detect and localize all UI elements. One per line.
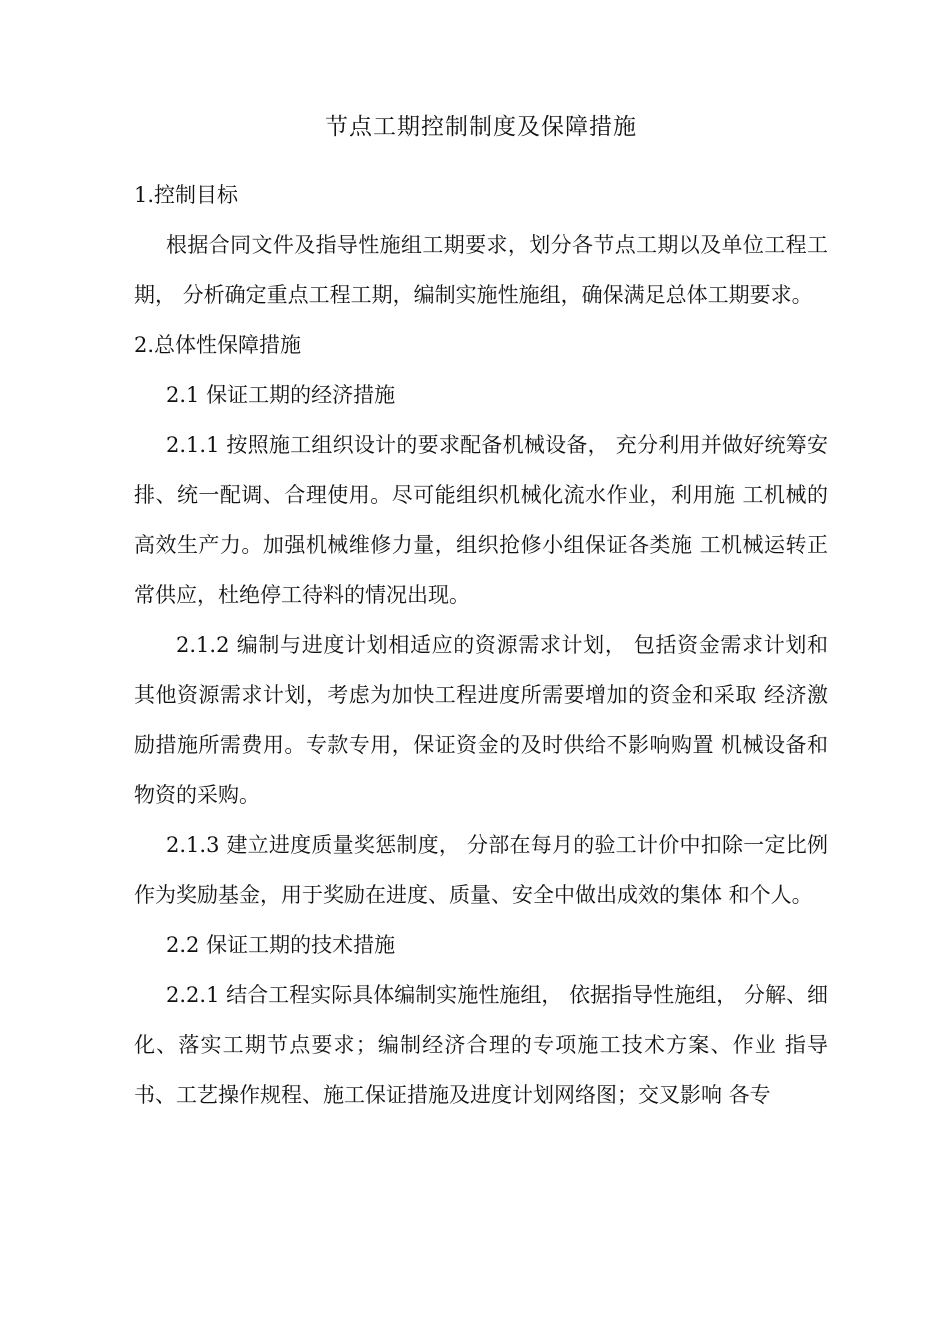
paragraph-2-2-1: 2.2.1 结合工程实际具体编制实施性施组， 依据指导性施组， 分解、细化、落实工期节点要求；编制经济合理的专项施工技术方案、作业 指导书、工艺操作规程、施工保证措施及进度计划网络图；交叉影响 各专 <box>134 983 828 1107</box>
subsection-2-1-heading: 2.1 保证工期的经济措施 <box>166 383 396 407</box>
subsection-2-2-heading: 2.2 保证工期的技术措施 <box>166 933 396 957</box>
document-title: 节点工期控制制度及保障措施 <box>325 114 637 140</box>
section-1-paragraph: 根据合同文件及指导性施组工期要求，划分各节点工期以及单位工程工期， 分析确定重点工程工期，编制实施性施组，确保满足总体工期要求。 <box>134 233 828 307</box>
paragraph-2-1-2: 2.1.2 编制与进度计划相适应的资源需求计划， 包括资金需求计划和其他资源需求计划，考虑为加快工程进度所需要增加的资金和采取 经济激励措施所需费用。专款专用，保证资金的及时供给不影响购置 机械设备和物资的采购。 <box>134 633 828 807</box>
section-2-heading: 2.总体性保障措施 <box>134 333 302 357</box>
paragraph-2-1-1: 2.1.1 按照施工组织设计的要求配备机械设备， 充分利用并做好统筹安排、统一配调、合理使用。尽可能组织机械化流水作业，利用施 工机械的高效生产力。加强机械维修力量，组织抢修小组保证各类施 工机械运转正常供应，杜绝停工待料的情况出现。 <box>134 433 828 607</box>
paragraph-2-1-3: 2.1.3 建立进度质量奖惩制度， 分部在每月的验工计价中扣除一定比例作为奖励基金，用于奖励在进度、质量、安全中做出成效的集体 和个人。 <box>134 833 828 907</box>
section-1-heading: 1.控制目标 <box>134 183 239 207</box>
